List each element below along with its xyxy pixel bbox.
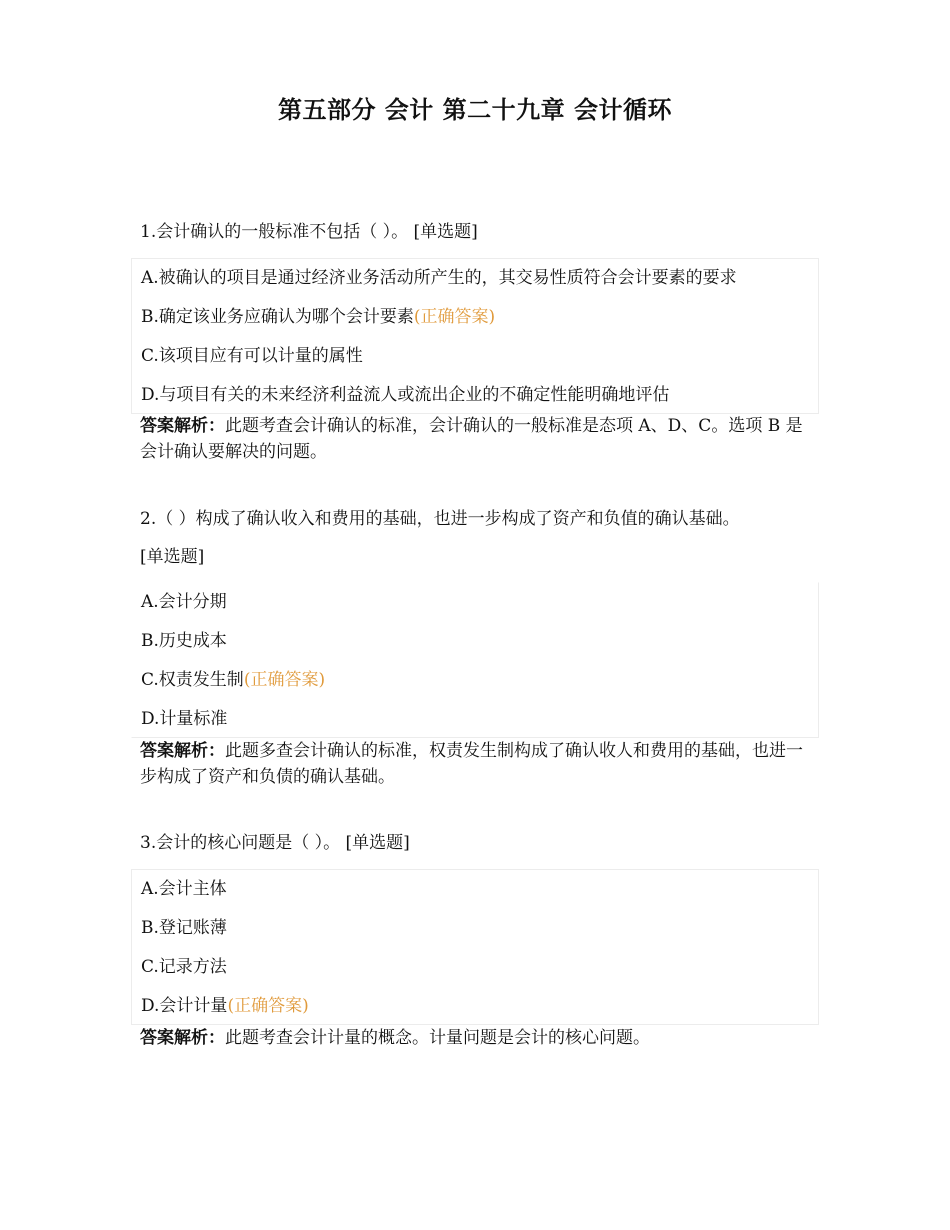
question-1-analysis [140, 413, 805, 465]
option-2b[interactable] [132, 622, 818, 661]
question-2-analysis [140, 738, 805, 790]
option-text: A.会计主体 [141, 879, 227, 899]
analysis-label: 答案解析： [140, 416, 225, 436]
option-text: A.被确认的项目是通过经济业务活动所产生的，其交易性质符合会计要素的要求 [141, 268, 737, 288]
option-1a[interactable] [132, 259, 818, 298]
analysis-label: 答案解析： [140, 741, 225, 761]
option-2c[interactable] [132, 661, 818, 700]
option-text: B.确定该业务应确认为哪个会计要素 [141, 307, 414, 327]
option-text: B.历史成本 [141, 631, 227, 651]
option-2a[interactable] [132, 583, 818, 622]
correct-answer-mark: (正确答案) [227, 996, 309, 1016]
option-3a[interactable] [132, 870, 818, 909]
analysis-text: 此题考查会计确认的标准，会计确认的一般标准是态项 A、D、C。选项 B 是会计确认要解决的问题。 [140, 416, 803, 462]
question-1-stem: 1.会计确认的一般标准不包括（ ）。 [单选题] [140, 222, 478, 242]
question-2-stem-text: 2.（ ）构成了确认收入和费用的基础，也进一步构成了资产和负值的确认基础。 [140, 509, 740, 529]
analysis-text: 此题多查会计确认的标准，权责发生制构成了确认收人和费用的基础，也进一步构成了资产和负债的确认基础。 [140, 741, 803, 787]
option-text: C.记录方法 [141, 957, 227, 977]
page-title: 第五部分 会计 第二十九章 会计循环 [277, 96, 673, 124]
option-text: A.会计分期 [141, 592, 227, 612]
question-3-options [131, 869, 819, 1025]
option-3d[interactable] [132, 987, 818, 1026]
option-1b[interactable] [132, 298, 818, 337]
option-2d[interactable] [132, 700, 818, 739]
option-1c[interactable] [132, 337, 818, 376]
option-1d[interactable] [132, 376, 818, 415]
question-2-options [131, 582, 819, 738]
option-text: C.该项目应有可以计量的属性 [141, 346, 363, 366]
question-3-analysis [140, 1025, 805, 1051]
option-text: D.计量标准 [141, 709, 228, 729]
analysis-label: 答案解析： [140, 1028, 225, 1048]
question-2-type: [单选题] [140, 547, 205, 567]
option-text: D.会计计量 [141, 996, 228, 1016]
analysis-text: 此题考查会计计量的概念。计量问题是会计的核心问题。 [225, 1028, 650, 1048]
question-1-options [131, 258, 819, 414]
option-3b[interactable] [132, 909, 818, 948]
option-text: C.权责发生制 [141, 670, 244, 690]
question-3-stem: 3.会计的核心问题是（ ）。 [单选题] [140, 833, 410, 853]
option-text: D.与项目有关的未来经济利益流人或流出企业的不确定性能明确地评估 [141, 385, 670, 405]
option-text: B.登记账薄 [141, 918, 227, 938]
correct-answer-mark: (正确答案) [413, 307, 496, 327]
option-3c[interactable] [132, 948, 818, 987]
correct-answer-mark: (正确答案) [243, 670, 326, 690]
question-2-stem [140, 500, 820, 576]
